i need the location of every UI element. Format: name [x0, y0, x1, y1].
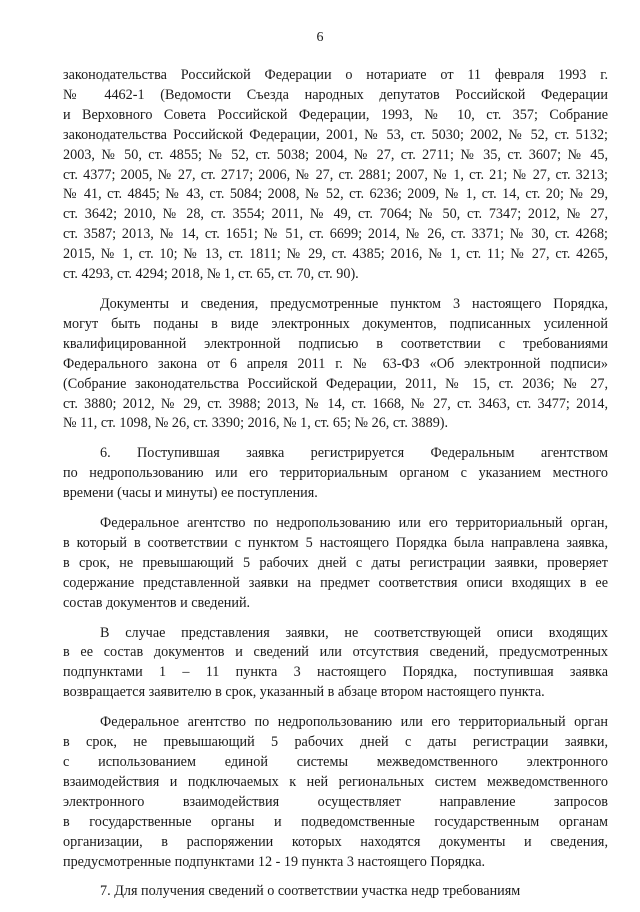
- text-line: в государственные органы и подведомственные государственным органам: [63, 813, 608, 830]
- text-line: Федеральное агентство по недропользованию или его территориальный орган: [100, 714, 608, 731]
- text-line: ст. 3642; 2010, № 28, ст. 3554; 2011, № 49, ст. 7064; № 50, ст. 7347; 2012, № 27,: [63, 206, 608, 223]
- paragraph-p3: [63, 444, 608, 504]
- text-line: ст. 3587; 2013, № 14, ст. 1651; № 51, ст. 6699; 2014, № 26, ст. 3371; № 30, ст. 4268;: [63, 226, 608, 243]
- text-line: в срок, не превышающий 5 рабочих дней с даты регистрации заявки,: [63, 734, 608, 751]
- text-line: Федерального закона от 6 апреля 2011 г. № 63-ФЗ «Об электронной подписи»: [63, 355, 608, 372]
- paragraph-p4: [63, 514, 608, 614]
- text-line: Федеральное агентство по недропользованию или его территориальный орган,: [100, 515, 608, 532]
- text-line: законодательства Российской Федерации о нотариате от 11 февраля 1993 г.: [63, 67, 608, 83]
- text-line: в ее состав документов и сведений или отсутствия сведений, предусмотренных: [63, 644, 608, 661]
- text-line: и Верховного Совета Российской Федерации, 1993, № 10, ст. 357; Собрание: [63, 106, 608, 123]
- text-line: 7. Для получения сведений о соответствии участка недр требованиям: [100, 883, 521, 900]
- paragraph-p1: [63, 66, 608, 285]
- text-line: (Собрание законодательства Российской Федерации, 2011, № 15, ст. 2036; № 27,: [63, 375, 608, 392]
- text-line: В случае представления заявки, не соответствующей описи входящих: [100, 624, 608, 641]
- text-line: ст. 4293, ст. 4294; 2018, № 1, ст. 65, ст. 70, ст. 90).: [63, 266, 359, 283]
- text-line: взаимодействия и подключаемых к ней региональных систем межведомственного: [63, 773, 608, 790]
- text-line: подпунктами 1 – 11 пункта 3 настоящего Порядка, поступившая заявка: [63, 664, 608, 681]
- text-line: содержание представленной заявки на предмет соответствия описи входящих в ее: [63, 574, 608, 591]
- text-line: ст. 3880; 2012, № 29, ст. 3988; 2013, № 14, ст. 1668, № 27, ст. 3463, ст. 3477; 2014,: [63, 395, 608, 412]
- text-line: 6. Поступившая заявка регистрируется Федеральным агентством: [100, 445, 608, 462]
- text-line: возвращается заявителю в срок, указанный в абзаце втором настоящего пункта.: [63, 684, 545, 701]
- text-line: организации, в распоряжении которых находятся документы и сведения,: [63, 833, 608, 850]
- text-line: в срок, не превышающий 5 рабочих дней с даты регистрации заявки, проверяет: [63, 554, 608, 571]
- paragraph-p7: [63, 882, 608, 902]
- paragraph-p6: [63, 713, 608, 872]
- text-line: с использованием единой системы межведомственного электронного: [63, 754, 608, 770]
- paragraph-p5: [63, 624, 608, 704]
- text-line: предусмотренные подпунктами 12 - 19 пункта 3 настоящего Порядка.: [63, 853, 486, 870]
- text-line: № 11, ст. 1098, № 26, ст. 3390; 2016, № 1, ст. 65; № 26, ст. 3889).: [63, 415, 449, 432]
- text-line: в который в соответствии с пунктом 5 настоящего Порядка была направлена заявка,: [63, 534, 608, 551]
- text-line: Документы и сведения, предусмотренные пунктом 3 настоящего Порядка,: [100, 295, 608, 312]
- text-line: могут быть поданы в виде электронных документов, подписанных усиленной: [63, 315, 608, 332]
- text-line: квалифицированной электронной подписью в соответствии с требованиями: [63, 335, 608, 352]
- text-line: электронного взаимодействия осуществляет направление запросов: [63, 793, 608, 810]
- text-line: 2015, № 1, ст. 10; № 13, ст. 1811; № 29, ст. 4385; 2016, № 1, ст. 11; № 27, ст. 4265,: [63, 246, 608, 263]
- text-line: ст. 4377; 2005, № 27, ст. 2717; 2006, № 27, ст. 2881; 2007, № 1, ст. 21; № 27, ст. 3213;: [63, 166, 608, 183]
- page-number: 6: [316, 30, 324, 45]
- text-line: состав документов и сведений.: [63, 594, 251, 611]
- document-body: [63, 66, 608, 912]
- text-line: № 41, ст. 4845; № 43, ст. 5084; 2008, № 52, ст. 6236; 2009, № 1, ст. 14, ст. 20; № 29,: [63, 186, 608, 203]
- text-line: № 4462-1 (Ведомости Съезда народных депутатов Российской Федерации: [63, 86, 608, 103]
- text-line: 2003, № 50, ст. 4855; № 52, ст. 5038; 2004, № 27, ст. 2711; № 35, ст. 3607; № 45,: [63, 146, 608, 163]
- paragraph-p2: [63, 295, 608, 434]
- text-line: времени (часы и минуты) ее поступления.: [63, 485, 318, 502]
- text-line: по недропользованию или его территориальным органом с указанием местного: [63, 465, 608, 482]
- text-line: законодательства Российской Федерации, 2001, № 53, ст. 5030; 2002, № 52, ст. 5132;: [63, 126, 608, 143]
